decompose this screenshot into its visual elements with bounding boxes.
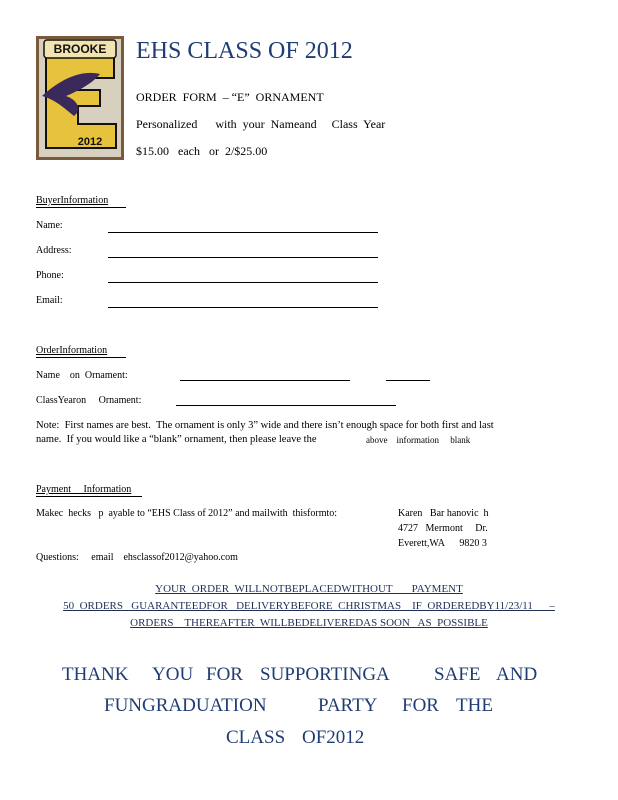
buyer-heading-underline <box>36 207 126 208</box>
thanks-word-7: FUNGRADUATION <box>104 695 267 716</box>
buyer-info-heading: BuyerInformation <box>36 195 109 206</box>
thanks-word-10: THE <box>456 695 493 716</box>
notice-line-2: 50 ORDERS GUARANTEEDFOR DELIVERYBEFORE CHRISTMAS IF ORDEREDBY11/23/11 – <box>63 600 555 612</box>
email-label: Email: <box>36 295 63 306</box>
payment-heading-underline <box>36 496 142 497</box>
price-line: $15.00 each or 2/$25.00 <box>136 144 268 158</box>
ornament-image-svg <box>36 36 124 160</box>
ornament-name-text: BROOKE <box>53 42 107 56</box>
thanks-word-12: OF2012 <box>302 727 365 748</box>
payment-instructions: Makec hecks p ayable to “EHS Class of 2012” and mailwith thisformto: <box>36 508 338 519</box>
ornament-year-text: 2012 <box>77 136 103 148</box>
address-label: Address: <box>36 245 72 256</box>
order-heading-underline <box>36 357 126 358</box>
mail-address-line-2: 4727 Mermont Dr. <box>398 523 488 534</box>
phone-field[interactable] <box>108 282 378 283</box>
thanks-word-9: FOR <box>402 695 439 716</box>
thanks-word-4: SUPPORTINGA <box>260 664 390 685</box>
order-form-subtitle: ORDER FORM – “E” ORNAMENT <box>136 90 324 104</box>
class-year-label: ClassYearon Ornament: <box>36 395 142 406</box>
personalized-line: Personalized with your Nameand Class Year <box>136 117 386 131</box>
mail-address-line-3: Everett,WA 9820 3 <box>398 538 487 549</box>
notice-line-1: YOUR ORDER WILLNOTBEPLACEDWITHOUT PAYMENT <box>155 583 463 595</box>
name-on-ornament-extra-field[interactable] <box>386 380 430 381</box>
mail-address-line-1: Karen Bar hanovic h <box>398 508 489 519</box>
class-year-field[interactable] <box>176 405 396 406</box>
email-field[interactable] <box>108 307 378 308</box>
name-on-ornament-label: Name on Ornament: <box>36 370 128 381</box>
name-label: Name: <box>36 220 63 231</box>
thanks-word-3: FOR <box>206 664 243 685</box>
thanks-word-1: THANK <box>62 664 129 685</box>
address-field[interactable] <box>108 257 378 258</box>
ornament-photo <box>36 36 124 160</box>
payment-info-heading: Payment Information <box>36 484 132 495</box>
name-field[interactable] <box>108 232 378 233</box>
thanks-word-11: CLASS <box>226 727 286 748</box>
questions-email: Questions: email ehsclassof2012@yahoo.com <box>36 552 238 563</box>
notice-line-3: ORDERS THEREAFTER WILLBEDELIVEREDAS SOON AS POSSIBLE <box>130 617 488 629</box>
thanks-word-2: YOU <box>152 664 194 685</box>
order-info-heading: OrderInformation <box>36 345 108 356</box>
phone-label: Phone: <box>36 270 64 281</box>
note-line-2-end: above information blank <box>366 435 471 445</box>
note-line-1: Note: First names are best. The ornament is only 3” wide and there isn’t enough space for both first and last <box>36 420 494 431</box>
thanks-word-5: SAFE <box>434 664 481 685</box>
name-on-ornament-field[interactable] <box>180 380 350 381</box>
thanks-word-8: PARTY <box>318 695 378 716</box>
note-line-2: name. If you would like a “blank” ornament, then please leave the <box>36 434 317 445</box>
thanks-word-6: AND <box>496 664 538 685</box>
page-title: EHS CLASS OF 2012 <box>136 38 353 64</box>
